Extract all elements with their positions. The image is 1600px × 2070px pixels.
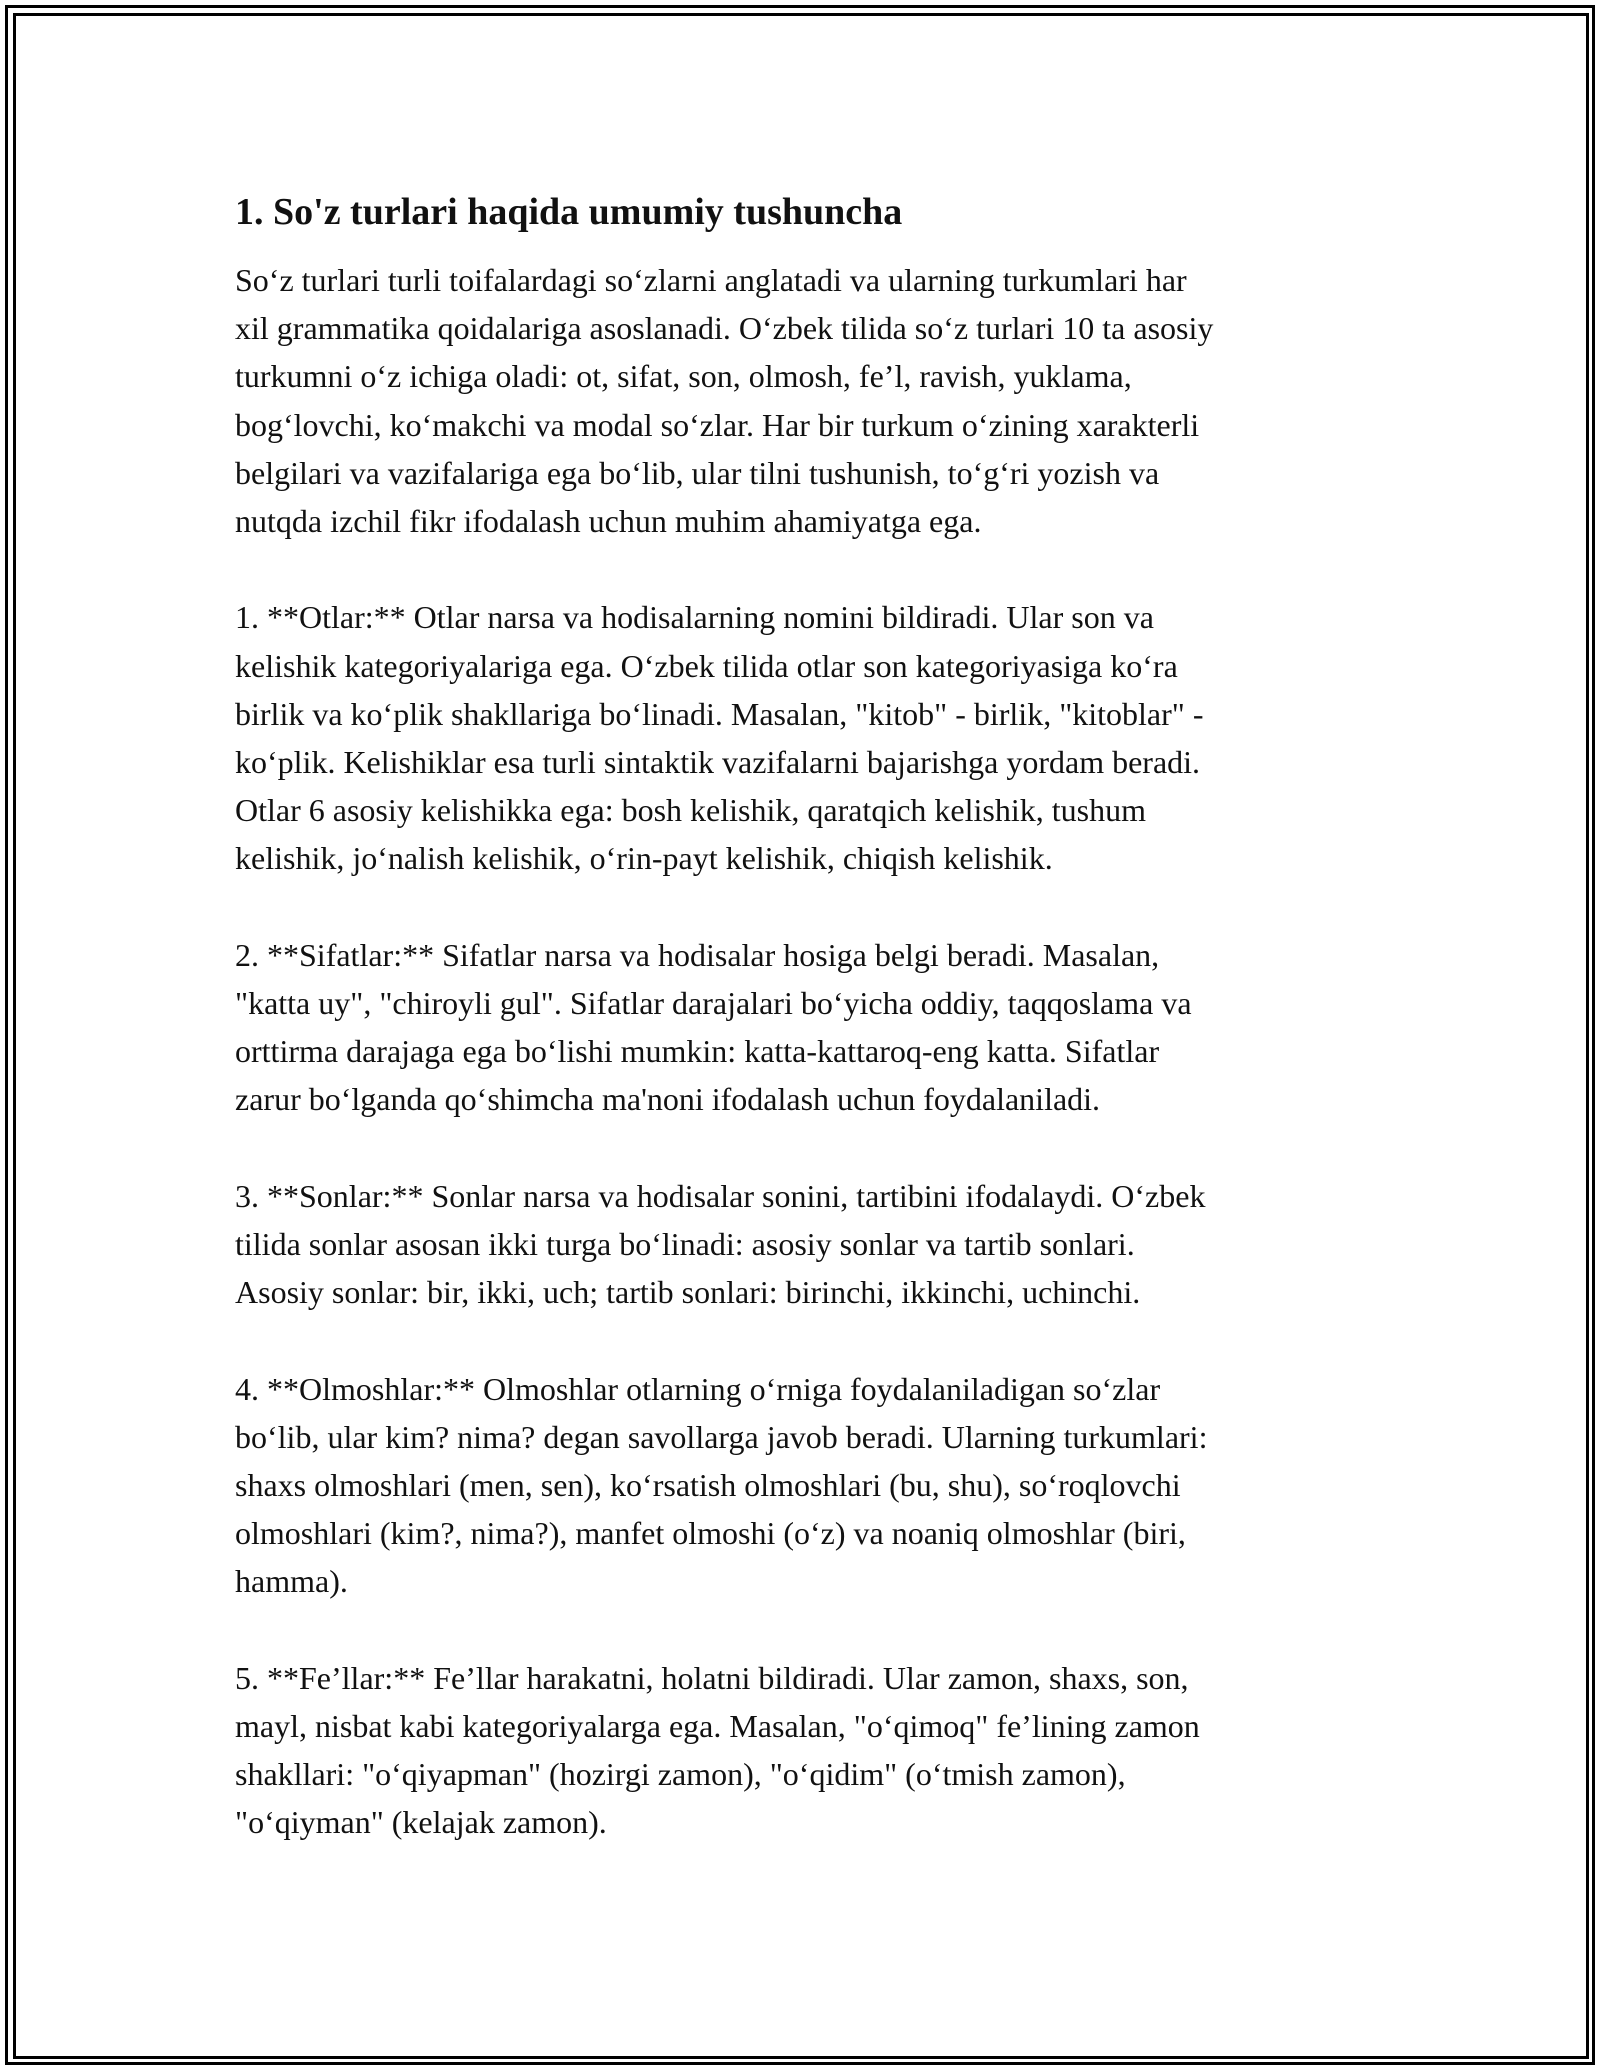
page-title: 1. So'z turlari haqida umumiy tushuncha xyxy=(235,191,903,233)
intro-paragraph: So‘z turlari turli toifalardagi so‘zlarni anglatadi va ularning turkumlari har xil grammatika qoidalariga asoslanadi. O‘zbek tilida so‘z turlari 10 ta asosiy turkumni o‘z ichiga oladi: ot, sifat, son, olmosh, fe’l, ravish, yuklama, bog‘lovchi, ko‘makchi va modal so‘zlar. Har bir turkum o‘zining xarakterli belgilari va vazifalariga ega bo‘lib, ular tilni tushunish, to‘g‘ri yozish va nutqda izchil fikr ifodalash uchun muhim ahamiyatga ega. xyxy=(235,262,1214,540)
section-sifatlar: 2. **Sifatlar:** Sifatlar narsa va hodisalar hosiga belgi beradi. Masalan, "katta uy", "chiroyli gul". Sifatlar darajalari bo‘yicha oddiy, taqqoslama va orttirma darajaga ega bo‘lishi mumkin: katta-kattaroq-eng katta. Sifatlar zarur bo‘lganda qo‘shimcha ma'noni ifodalash uchun foydalaniladi. xyxy=(235,936,1192,1118)
section-otlar: 1. **Otlar:** Otlar narsa va hodisalarning nomini bildiradi. Ular son va kelishik kategoriyalariga ega. O‘zbek tilida otlar son kategoriyasiga ko‘ra birlik va ko‘plik shakllariga bo‘linadi. Masalan, "kitob" - birlik, "kitoblar" - ko‘plik. Kelishiklar esa turli sintaktik vazifalarni bajarishga yordam beradi. Otlar 6 asosiy kelishikka ega: bosh kelishik, qaratqich kelishik, tushum kelishik, jo‘nalish kelishik, o‘rin-payt kelishik, chiqish kelishik. xyxy=(235,599,1204,877)
section-fellar: 5. **Fe’llar:** Fe’llar harakatni, holatni bildiradi. Ular zamon, shaxs, son, mayl, nisbat kabi kategoriyalarga ega. Masalan, "o‘qimoq" fe’lining zamon shakllari: "o‘qiyapman" (hozirgi zamon), "o‘qidim" (o‘tmish zamon), "o‘qiyman" (kelajak zamon). xyxy=(235,1659,1200,1841)
section-sonlar: 3. **Sonlar:** Sonlar narsa va hodisalar sonini, tartibini ifodalaydi. O‘zbek tilida sonlar asosan ikki turga bo‘linadi: asosiy sonlar va tartib sonlari. Asosiy sonlar: bir, ikki, uch; tartib sonlari: birinchi, ikkinchi, uchinchi. xyxy=(235,1177,1206,1311)
section-olmoshlar: 4. **Olmoshlar:** Olmoshlar otlarning o‘rniga foydalaniladigan so‘zlar bo‘lib, ular kim? nima? degan savollarga javob beradi. Ularning turkumlari: shaxs olmoshlari (men, sen), ko‘rsatish olmoshlari (bu, shu), so‘roqlovchi olmoshlari (kim?, nima?), manfet olmoshi (o‘z) va noaniq olmoshlar (biri, hamma). xyxy=(235,1370,1208,1600)
document-body xyxy=(235,186,1365,1847)
